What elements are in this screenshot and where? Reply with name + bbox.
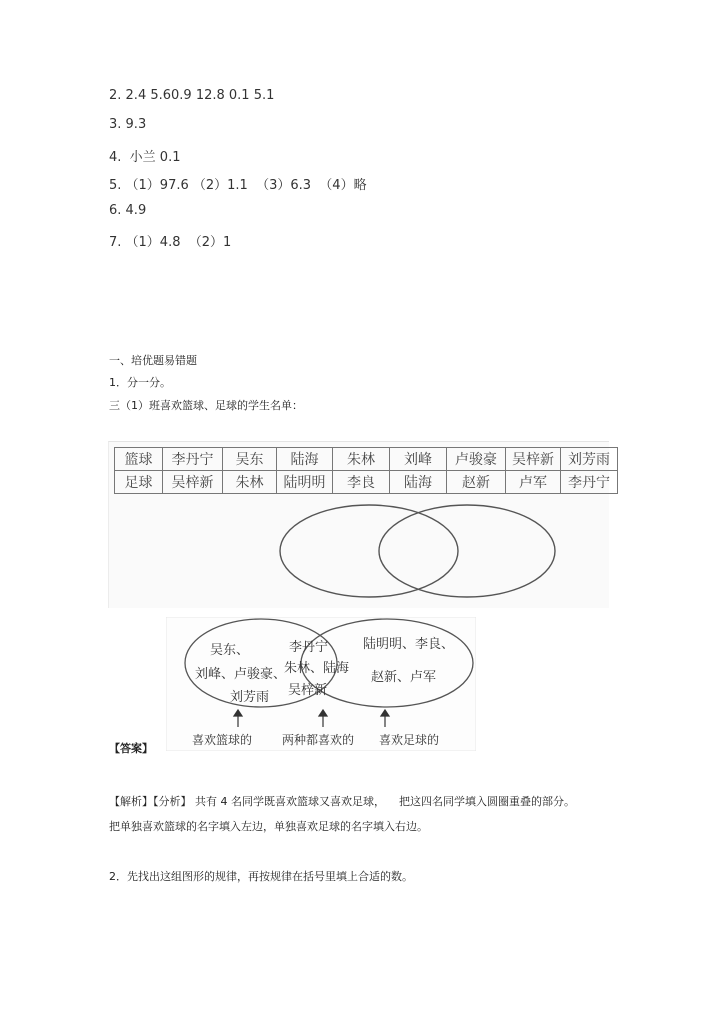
table-cell: 朱林 [333,448,390,471]
section-heading: 一、培优题易错题 [109,354,197,367]
table-cell: 刘峰 [390,448,447,471]
label-both: 两种都喜欢的 [282,733,355,747]
table-cell: 足球 [115,471,163,494]
venn-middle-text: 朱林、陆海 [284,661,350,676]
venn-left-text: 刘芳雨 [230,690,270,705]
venn-right-circle [379,505,555,597]
table-cell: 李良 [333,471,390,494]
answer-line-5: 5. （1）97.6 （2）1.1 （3）6.3 （4）略 [109,178,367,193]
table-cell: 李丹宁 [561,471,618,494]
venn-middle-text: 李丹宁 [289,640,329,655]
table-cell: 陆海 [277,448,333,471]
table-cell: 李丹宁 [163,448,223,471]
answer-line-2: 2. 2.4 5.60.9 12.8 0.1 5.1 [109,88,275,103]
empty-venn-diagram [270,500,570,610]
table-cell: 卢军 [506,471,561,494]
analysis-line-2: 把单独喜欢篮球的名字填入左边，单独喜欢足球的名字填入右边。 [109,820,428,833]
table-cell: 刘芳雨 [561,448,618,471]
table-row-football [115,471,618,494]
venn-left-text: 吴东、 [210,643,250,658]
answer-line-7: 7. （1）4.8 （2）1 [109,235,232,250]
venn-right-text: 赵新、卢军 [371,670,437,685]
table-cell: 吴梓新 [163,471,223,494]
venn-right-text: 陆明明、李良、 [363,637,455,652]
answer-venn-diagram [166,617,476,751]
table-cell: 陆明明 [277,471,333,494]
table-cell: 篮球 [115,448,163,471]
table-cell: 朱林 [223,471,277,494]
question-2-text: 2．先找出这组图形的规律，再按规律在括号里填上合适的数。 [109,870,413,883]
answer-line-3: 3. 9.3 [109,117,147,132]
label-basketball: 喜欢篮球的 [192,733,253,747]
answer-line-4: 4. 小兰 0.1 [109,150,181,165]
label-football: 喜欢足球的 [379,733,440,747]
question-1-intro: 三（1）班喜欢篮球、足球的学生名单： [109,399,303,412]
table-cell: 陆海 [390,471,447,494]
venn-left-circle [280,505,458,597]
table-cell: 赵新 [447,471,506,494]
analysis-line-1: 【解析】【分析】 共有 4 名同学既喜欢篮球又喜欢足球， 把这四名同学填入圆圈重叠的部分。 [109,795,575,808]
question-1-title: 1．分一分。 [109,376,171,389]
venn-left-text: 刘峰、卢骏豪、 [195,667,287,682]
table-cell: 卢骏豪 [447,448,506,471]
names-table [114,447,618,494]
table-cell: 吴梓新 [506,448,561,471]
venn-middle-text: 吴梓新 [288,683,328,698]
answer-line-6: 6. 4.9 [109,203,147,218]
answer-tag: 【答案】 [109,742,153,755]
table-row-basketball [115,448,618,471]
table-cell: 吴东 [223,448,277,471]
